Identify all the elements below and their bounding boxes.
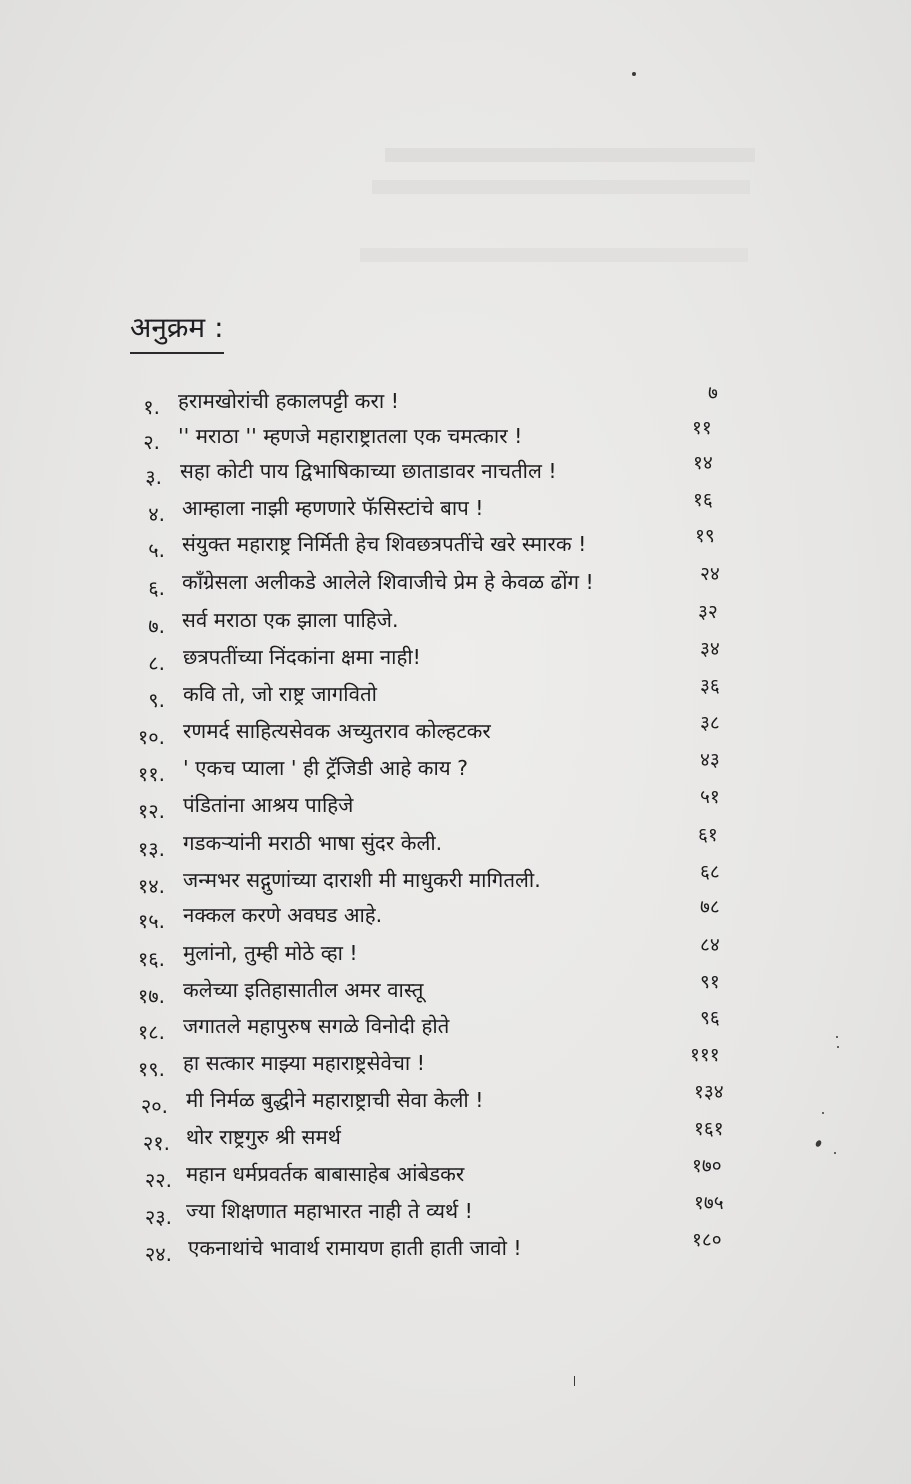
toc-entry <box>0 525 911 562</box>
toc-entry-number: २१. <box>142 1131 170 1155</box>
toc-entry-title: थोर राष्ट्रगुरु श्री समर्थ <box>186 1125 341 1149</box>
toc-entry <box>0 749 911 786</box>
toc-entry-page-number: १११ <box>690 1044 720 1066</box>
toc-entry-page-number: ९६ <box>700 1007 720 1029</box>
toc-entry-title: गडकऱ्यांनी मराठी भाषा सुंदर केली. <box>183 831 443 855</box>
toc-entry-number: १४. <box>137 874 165 898</box>
toc-entry <box>0 1044 911 1081</box>
toc-entry-title: सर्व मराठा एक झाला पाहिजे. <box>182 608 399 632</box>
toc-entry-number: २३. <box>144 1205 172 1229</box>
toc-entry <box>0 861 911 898</box>
toc-entry <box>0 896 911 933</box>
toc-entry-title: काँग्रेसला अलीकडे आलेले शिवाजीचे प्रेम हे केवळ ढोंग ! <box>182 570 594 594</box>
page-speck <box>836 1036 838 1038</box>
toc-entry <box>0 824 911 861</box>
toc-entry-page-number: ६८ <box>700 861 720 883</box>
toc-entry-number: ८. <box>148 651 165 675</box>
page-speck <box>822 1112 824 1114</box>
toc-entry-number: २४. <box>144 1242 172 1266</box>
toc-entry-title: ज्या शिक्षणात महाभारत नाही ते व्यर्थ ! <box>186 1199 473 1223</box>
toc-entry-number: २२. <box>144 1168 172 1192</box>
toc-entry-page-number: २४ <box>700 563 720 585</box>
toc-entry-page-number: १७० <box>692 1155 722 1177</box>
toc-entry-number: १३. <box>137 837 165 861</box>
toc-entry-page-number: ८४ <box>700 934 720 956</box>
toc-entry-title: एकनाथांचे भावार्थ रामायण हाती हाती जावो ! <box>188 1236 522 1260</box>
toc-entry-page-number: ३६ <box>700 675 720 697</box>
toc-entry-page-number: ३२ <box>698 601 718 623</box>
toc-entry-title: कलेच्या इतिहासातील अमर वास्तू <box>183 978 424 1002</box>
toc-entry <box>0 675 911 712</box>
toc-entry <box>0 601 911 638</box>
toc-entry-number: १९. <box>137 1057 165 1081</box>
toc-entry-page-number: ७८ <box>700 896 720 918</box>
toc-entry-page-number: १४ <box>693 452 713 474</box>
toc-entry <box>0 1229 911 1266</box>
page-speck <box>834 1152 836 1154</box>
toc-entry-title: '' मराठा '' म्हणजे महाराष्ट्रातला एक चमत्कार ! <box>178 424 523 448</box>
toc-entry-title: रणमर्द साहित्यसेवक अच्युतराव कोल्हटकर <box>183 719 491 743</box>
toc-entry-number: १. <box>143 395 160 419</box>
toc-entry <box>0 712 911 749</box>
toc-entry <box>0 452 911 489</box>
toc-entry-title: मी निर्मळ बुद्धीने महाराष्ट्राची सेवा केली ! <box>186 1088 484 1112</box>
toc-entry <box>0 417 911 454</box>
toc-entry-page-number: १६ <box>693 489 713 511</box>
toc-entry-number: ११. <box>137 762 165 786</box>
toc-entry-number: ९. <box>148 688 165 712</box>
toc-entry-number: १८. <box>137 1020 165 1044</box>
toc-entry-number: १२. <box>137 799 165 823</box>
toc-entry-number: ७. <box>148 614 165 638</box>
toc-entry-number: १०. <box>137 725 165 749</box>
toc-entry <box>0 971 911 1008</box>
page-speck <box>574 1376 575 1386</box>
toc-entry-number: १७. <box>137 984 165 1008</box>
toc-entry-number: २. <box>143 430 160 454</box>
toc-entry-page-number: १९ <box>695 525 715 547</box>
toc-entry-title: मुलांनो, तुम्ही मोठे व्हा ! <box>183 941 358 965</box>
toc-entry-title: सहा कोटी पाय द्विभाषिकाच्या छाताडावर नाचतील ! <box>180 459 557 483</box>
toc-entry <box>0 1192 911 1229</box>
toc-entry-title: महान धर्मप्रवर्तक बाबासाहेब आंबेडकर <box>186 1162 465 1186</box>
toc-entry <box>0 1118 911 1155</box>
toc-entry <box>0 382 911 419</box>
toc-entry-title: जन्मभर सद्गुणांच्या दाराशी मी माधुकरी मागितली. <box>183 868 541 892</box>
toc-entry <box>0 489 911 526</box>
toc-entry-number: १६. <box>137 947 165 971</box>
toc-entry <box>0 1007 911 1044</box>
toc-entry-title: छत्रपतींच्या निंदकांना क्षमा नाही! <box>183 645 421 669</box>
toc-entry-number: १५. <box>137 909 165 933</box>
toc-entry <box>0 1155 911 1192</box>
toc-entry <box>0 638 911 675</box>
toc-entry-title: आम्हाला नाझी म्हणणारे फॅसिस्टांचे बाप ! <box>182 496 484 520</box>
toc-entry-page-number: ३८ <box>700 712 720 734</box>
toc-entry <box>0 1081 911 1118</box>
toc-entry-page-number: ५१ <box>700 786 720 808</box>
toc-entry-number: ४. <box>148 502 165 526</box>
toc-entry-page-number: ३४ <box>700 638 720 660</box>
toc-entry-title: हरामखोरांची हकालपट्टी करा ! <box>178 389 399 413</box>
toc-entry-title: कवि तो, जो राष्ट्र जागवितो <box>183 682 377 706</box>
toc-entry-page-number: ९१ <box>700 971 720 993</box>
toc-entry-page-number: ७ <box>708 382 718 404</box>
toc-entry-number: २०. <box>140 1094 168 1118</box>
toc-entry-page-number: १७५ <box>694 1192 724 1214</box>
toc-entry <box>0 934 911 971</box>
toc-entry-number: ६. <box>148 576 165 600</box>
toc-entry-number: ५. <box>148 538 165 562</box>
toc-entry-page-number: ४३ <box>700 749 720 771</box>
toc-entry-title: पंडितांना आश्रय पाहिजे <box>183 793 354 817</box>
page-speck <box>837 1046 839 1048</box>
toc-entry-title: ' एकच प्याला ' ही ट्रॅजिडी आहे काय ? <box>183 756 469 780</box>
toc-entry-page-number: १६१ <box>694 1118 724 1140</box>
toc-entry-title: जगातले महापुरुष सगळे विनोदी होते <box>183 1014 450 1038</box>
contents-heading: अनुक्रम : <box>130 308 224 354</box>
toc-entry-number: ३. <box>145 465 162 489</box>
toc-entry-title: हा सत्कार माझ्या महाराष्ट्रसेवेचा ! <box>183 1051 425 1075</box>
toc-entry-page-number: ११ <box>692 417 712 439</box>
toc-entry-page-number: १८० <box>692 1229 722 1251</box>
toc-entry-title: संयुक्त महाराष्ट्र निर्मिती हेच शिवछत्रपतींचे खरे स्मारक ! <box>182 532 587 556</box>
toc-entry <box>0 786 911 823</box>
toc-entry <box>0 563 911 600</box>
toc-entry-title: नक्कल करणे अवघड आहे. <box>183 903 383 927</box>
page-speck <box>632 72 636 76</box>
toc-entry-page-number: ६१ <box>698 824 718 846</box>
toc-entry-page-number: १३४ <box>694 1081 724 1103</box>
